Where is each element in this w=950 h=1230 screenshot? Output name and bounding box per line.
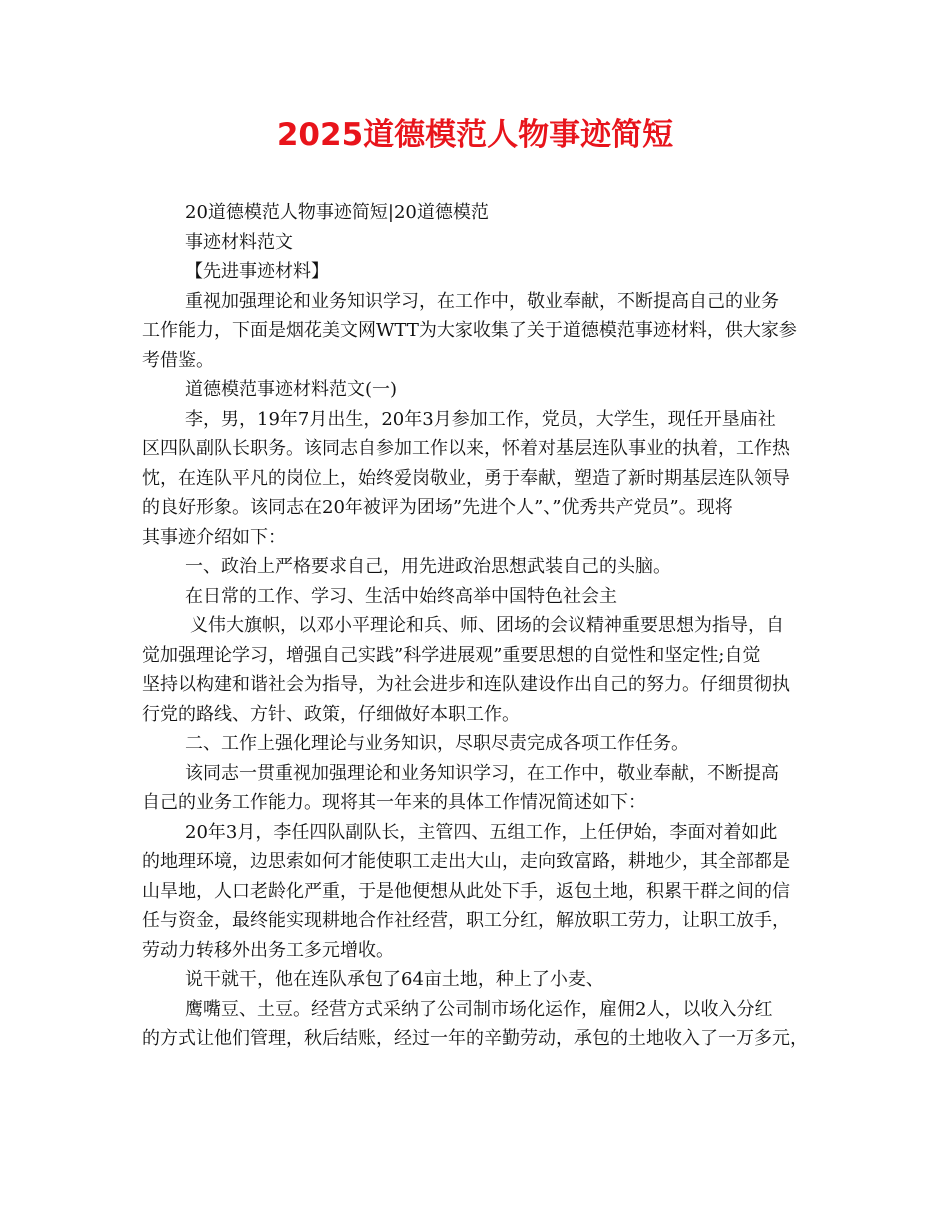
text-line: 义伟大旗帜，以邓小平理论和兵、师、团场的会议精神重要思想为指导，自	[190, 615, 784, 636]
text-line: 【先进事迹材料】	[185, 261, 329, 282]
text-line: 鹰嘴豆、土豆。经营方式采纳了公司制市场化运作，雇佣2人，以收入分红	[185, 998, 773, 1020]
text-line: 忱，在连队平凡的岗位上，始终爱岗敬业，勇于奉献，塑造了新时期基层连队领导	[142, 467, 790, 489]
text-line: 自己的业务工作能力。现将其一年来的具体工作情况简述如下：	[142, 792, 646, 813]
document-title: 2025道德模范人物事迹简短	[276, 117, 674, 153]
text-line: 觉加强理论学习，增强自己实践”科学进展观”重要思想的自觉性和坚定性;自觉	[142, 644, 761, 666]
text-line: 坚持以构建和谐社会为指导，为社会进步和连队建设作出自己的努力。仔细贯彻执	[142, 674, 790, 695]
text-line: 山旱地，人口老龄化严重，于是他便想从此处下手，返包土地，积累干群之间的信	[142, 880, 790, 902]
text-line: 20年3月，李任四队副队长，主管四、五组工作，上任伊始，李面对着如此	[185, 821, 778, 843]
text-line: 其事迹介绍如下：	[142, 526, 286, 548]
text-line: 一、政治上严格要求自己，用先进政治思想武装自己的头脑。	[185, 556, 671, 577]
text-line: 的地理环境，边思索如何才能使职工走出大山，走向致富路，耕地少，其全部都是	[142, 851, 790, 872]
text-line: 李，男，19年7月出生，20年3月参加工作，党员，大学生，现任开垦庙社	[185, 408, 776, 430]
text-line: 考借鉴。	[142, 349, 214, 371]
text-line: 劳动力转移外出务工多元增收。	[142, 939, 394, 961]
text-line: 区四队副队长职务。该同志自参加工作以来，怀着对基层连队事业的执着，工作热	[142, 438, 790, 459]
text-line: 的方式让他们管理，秋后结账，经过一年的辛勤劳动，承包的土地收入了一万多元，	[142, 1028, 808, 1049]
text-line: 在日常的工作、学习、生活中始终高举中国特色社会主	[185, 585, 617, 607]
text-line: 道德模范事迹材料范文(一)	[185, 379, 398, 400]
text-line: 重视加强理论和业务知识学习，在工作中，敬业奉献，不断提高自己的业务	[185, 290, 779, 312]
text-line: 说干就干，他在连队承包了64亩土地，种上了小麦、	[185, 969, 604, 990]
text-line: 行党的路线、方针、政策，仔细做好本职工作。	[142, 703, 520, 725]
document-body	[140, 198, 830, 1054]
text-line: 的良好形象。该同志在20年被评为团场”先进个人”、”优秀共产党员”。现将	[142, 497, 733, 518]
text-line: 任与资金，最终能实现耕地合作社经营，职工分红，解放职工劳力，让职工放手，	[142, 910, 790, 931]
text-line: 二、工作上强化理论与业务知识，尽职尽责完成各项工作任务。	[185, 733, 689, 754]
text-line: 事迹材料范文	[185, 231, 293, 253]
text-line: 该同志一贯重视加强理论和业务知识学习，在工作中，敬业奉献，不断提高	[185, 762, 779, 784]
text-line: 20道德模范人物事迹简短|20道德模范	[185, 202, 489, 223]
text-line: 工作能力，下面是烟花美文网WTT为大家收集了关于道德模范事迹材料，供大家参	[142, 320, 797, 341]
